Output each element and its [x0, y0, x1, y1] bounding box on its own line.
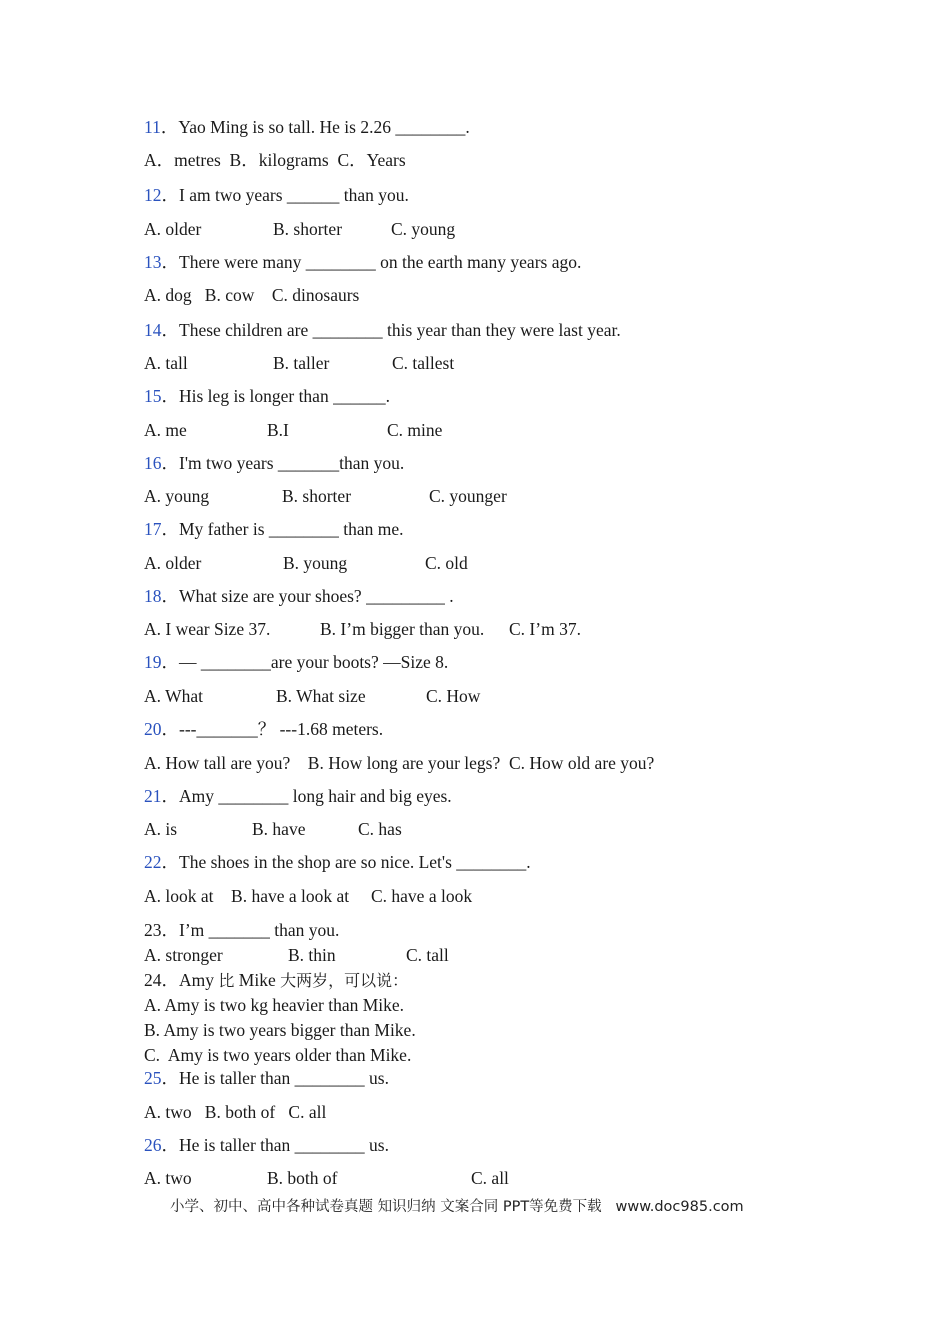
question-number: 22 [144, 852, 162, 872]
question-separator: ． [161, 1135, 179, 1155]
question-number: 23 [144, 920, 162, 940]
question-text: ---_______？ ---1.68 meters. [179, 719, 384, 739]
question-number: 16 [144, 453, 162, 473]
question-number: 20 [144, 719, 162, 739]
question-text: I’m _______ than you. [179, 920, 340, 940]
question-number: 21 [144, 786, 162, 806]
options-17 [144, 552, 468, 574]
question-22 [144, 851, 531, 873]
options-16 [144, 485, 507, 507]
option-b: B. taller [273, 353, 330, 373]
question-text: His leg is longer than ______. [179, 386, 390, 406]
option-a: A. look at [144, 886, 214, 906]
footer-url[interactable]: www.doc985.com [615, 1199, 744, 1215]
option-a: A. older [144, 553, 202, 573]
option-a: A. is [144, 819, 178, 839]
option-a: A. two [144, 1168, 192, 1188]
question-17 [144, 518, 404, 540]
question-number: 13 [144, 252, 162, 272]
question-19 [144, 651, 448, 673]
option-c: C. How old are you? [509, 753, 655, 773]
options-26 [144, 1167, 509, 1189]
option-c: C. I’m 37. [509, 619, 581, 639]
question-separator: ． [161, 852, 179, 872]
options-23 [144, 944, 449, 966]
option-c: C. young [391, 219, 456, 239]
options-21 [144, 818, 402, 840]
option-a: A. older [144, 219, 202, 239]
question-text-cjk: 比 [218, 971, 235, 990]
option-b: B. I’m bigger than you. [320, 619, 485, 639]
question-25 [144, 1067, 389, 1089]
footer-text: 小学、初中、高中各种试卷真题 知识归纳 文案合同 PPT等免费下载 [170, 1199, 602, 1215]
option-c: C. has [358, 819, 402, 839]
option-b: B. both of [204, 1102, 276, 1122]
question-text-prefix: Amy [179, 970, 219, 990]
options-15 [144, 419, 442, 441]
option-a: A. How tall are you? [144, 753, 291, 773]
option-b: B. both of [267, 1168, 338, 1188]
option-a: A. two [144, 1102, 192, 1122]
question-separator: ． [161, 970, 179, 990]
option-a: A. I wear Size 37. [144, 619, 271, 639]
question-separator: ． [161, 386, 179, 406]
option-a: A. What [144, 686, 203, 706]
options-19 [144, 685, 480, 707]
option-b: B. young [283, 553, 348, 573]
question-separator: ． [160, 117, 179, 137]
option-b: B. What size [276, 686, 366, 706]
question-text: He is taller than ________ us. [179, 1068, 389, 1088]
question-separator: ． [161, 719, 179, 739]
option-c: C. mine [387, 420, 443, 440]
question-14 [144, 319, 621, 341]
option-a: A．metres [144, 150, 221, 170]
option-c: C. old [425, 553, 468, 573]
option-a: A. young [144, 486, 210, 506]
option-a: A. me [144, 420, 187, 440]
option-c: C. dinosaurs [271, 285, 360, 305]
option-a: A. stronger [144, 945, 223, 965]
question-number: 17 [144, 519, 162, 539]
options-14 [144, 352, 454, 374]
option-b: B．kilograms [229, 150, 329, 170]
options-13 [144, 284, 359, 306]
question-26 [144, 1134, 389, 1156]
option-b: B.I [267, 420, 289, 440]
question-separator: ． [161, 320, 179, 340]
question-text: Yao Ming is so tall. He is 2.26 ________. [178, 117, 470, 137]
question-separator: ． [161, 586, 179, 606]
question-text: I'm two years _______than you. [179, 453, 405, 473]
option-c: C. tall [406, 945, 449, 965]
option-c: C. have a look [370, 886, 473, 906]
question-separator: ． [161, 920, 179, 940]
question-text: My father is ________ than me. [179, 519, 404, 539]
option-24-c: C. Amy is two years older than Mike. [144, 1045, 412, 1065]
question-20 [144, 718, 383, 740]
options-22 [144, 885, 472, 907]
question-15 [144, 385, 390, 407]
option-b: B. shorter [282, 486, 352, 506]
question-number: 14 [144, 320, 162, 340]
option-c: C. all [288, 1102, 327, 1122]
question-separator: ． [161, 453, 179, 473]
option-b: B. have [252, 819, 306, 839]
option-c: C. How [426, 686, 481, 706]
question-number: 12 [144, 185, 162, 205]
option-24-b: B. Amy is two years bigger than Mike. [144, 1020, 416, 1040]
question-23 [144, 919, 339, 941]
options-11 [144, 149, 406, 171]
question-separator: ． [161, 185, 179, 205]
options-18 [144, 618, 581, 640]
options-12 [144, 218, 455, 240]
option-c: C. younger [429, 486, 507, 506]
question-text: These children are ________ this year than they were last year. [179, 320, 621, 340]
question-text: He is taller than ________ us. [179, 1135, 389, 1155]
question-separator: ． [161, 652, 179, 672]
question-11 [144, 116, 470, 138]
option-c: C. tallest [392, 353, 455, 373]
question-number: 15 [144, 386, 162, 406]
question-21 [144, 785, 452, 807]
option-a: A. dog [144, 285, 192, 305]
question-separator: ． [161, 1068, 179, 1088]
question-number: 11 [144, 117, 161, 137]
option-a: A. tall [144, 353, 188, 373]
option-b: B. How long are your legs? [307, 753, 501, 773]
footer-banner [170, 1197, 744, 1217]
question-text: Amy ________ long hair and big eyes. [179, 786, 452, 806]
question-12 [144, 184, 409, 206]
question-text-cjk: 大两岁，可以说： [280, 971, 409, 990]
options-25 [144, 1101, 326, 1123]
question-number: 26 [144, 1135, 162, 1155]
question-number: 24 [144, 970, 162, 990]
question-text: — ________are your boots? —Size 8. [179, 652, 449, 672]
question-text: There were many ________ on the earth many years ago. [179, 252, 582, 272]
option-b: B. shorter [273, 219, 343, 239]
question-separator: ． [161, 519, 179, 539]
question-text: What size are your shoes? _________ . [179, 586, 454, 606]
question-number: 18 [144, 586, 162, 606]
question-16 [144, 452, 404, 474]
option-24-a: A. Amy is two kg heavier than Mike. [144, 995, 405, 1015]
option-b: B. thin [288, 945, 336, 965]
question-text: The shoes in the shop are so nice. Let's ________. [179, 852, 531, 872]
option-c: C. all [471, 1168, 509, 1188]
question-text-mid: Mike [234, 970, 281, 990]
question-separator: ． [161, 252, 179, 272]
question-text: I am two years ______ than you. [179, 185, 409, 205]
question-18 [144, 585, 454, 607]
question-number: 25 [144, 1068, 162, 1088]
question-number: 19 [144, 652, 162, 672]
question-separator: ． [161, 786, 179, 806]
question-24 [144, 969, 408, 992]
options-20 [144, 752, 654, 774]
option-b: B. cow [204, 285, 255, 305]
question-13 [144, 251, 581, 273]
option-c: C．Years [337, 150, 406, 170]
option-b: B. have a look at [231, 886, 350, 906]
